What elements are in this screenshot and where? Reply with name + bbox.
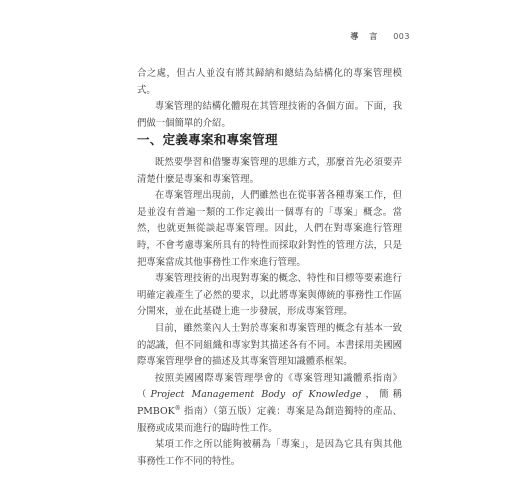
paragraph: 在專案管理出現前，人們雖然也在從事著各種專案工作，但是並沒有普遍一類的工作定義出一個專有的「專案」概念。當然，也就更無從談起專案管理。因此，人們在對專案進行管理時，不會考慮專案所具有的特性而採取針對性的管理方法，只是把專案當成其他事務性工作來進行管理。: [137, 190, 402, 268]
paragraph: 目前，雖然業內人士對於專案和專案管理的概念有基本一致的認識，但不同組織和專家對其描述各有不同。本書採用美國國際專案管理學會的描述及其專案管理知識體系框架。: [137, 322, 402, 368]
text-run: 按照美國國際專案管理學會的《專案管理知識體系指南》（: [137, 372, 402, 401]
intro-text: [137, 66, 402, 132]
registered-mark: ®: [174, 404, 181, 412]
paragraph: 既然要學習和借鑒專案管理的思維方式，那麼首先必須要弄清楚什麼是專案和專案管理。: [137, 157, 402, 185]
section-heading: 一、定義專案和專案管理: [137, 132, 278, 147]
text-run: 指南）（第五版）定義：專案是為創造獨特的產品、服務或成果而進行的臨時性工作。: [137, 405, 402, 434]
book-title-english: Project Management Body of Knowledge: [150, 389, 362, 401]
running-head: [350, 31, 410, 42]
paragraph: 合之處，但古人並沒有將其歸納和總結為結構化的專案管理模式。: [137, 68, 402, 96]
section-body: [137, 155, 402, 470]
paragraph-pmbok: [137, 371, 402, 437]
chapter-title: 導 言: [350, 32, 382, 41]
paragraph: 專案管理技術的出現對專案的概念、特性和目標等要素進行明確定義產生了必然的要求，以此將專案與傳統的事務性工作區分開來，並在此基礎上進一步發展，形成專案管理。: [137, 273, 402, 318]
paragraph: 專案管理的結構化體現在其管理技術的各個方面。下面，我們做一個簡單的介紹。: [137, 101, 402, 129]
text-run: ，簡稱 PMBOK: [137, 389, 402, 417]
page-number: 003: [393, 32, 410, 41]
paragraph: 某項工作之所以能夠被稱為「專案」，是因為它具有與其他事務性工作不同的特性。: [137, 439, 402, 467]
